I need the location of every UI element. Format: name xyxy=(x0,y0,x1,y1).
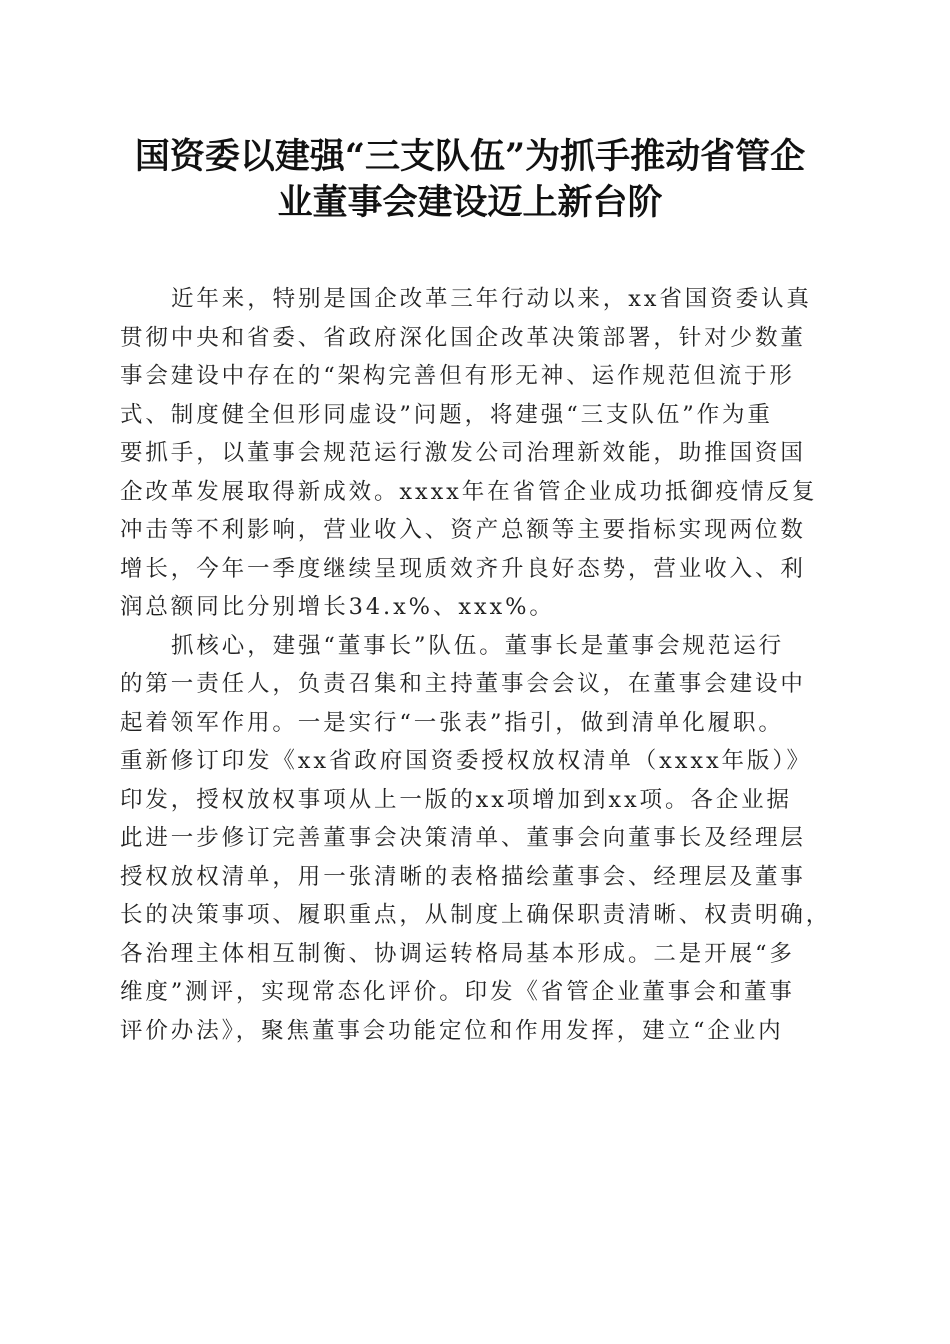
paragraph-line: 抓核心，建强“董事长”队伍。董事长是董事会规范运行 xyxy=(171,632,785,659)
paragraph-line: 评价办法》，聚焦董事会功能定位和作用发挥，建立“企业内 xyxy=(120,1017,784,1044)
paragraph-line: 事会建设中存在的“架构完善但有形无神、运作规范但流于形 xyxy=(120,363,795,389)
paragraph-line: 企改革发展取得新成效。xxxx年在省管企业成功抵御疫情反复 xyxy=(120,478,818,505)
paragraph-line: 长的决策事项、履职重点，从制度上确保职责清晰、权责明确， xyxy=(120,902,832,928)
paragraph-line: 冲击等不利影响，营业收入、资产总额等主要指标实现两位数 xyxy=(120,517,806,543)
paragraph-line: 要抓手，以董事会规范运行激发公司治理新效能，助推国资国 xyxy=(120,440,806,466)
paragraph-line: 维度”测评，实现常态化评价。印发《省管企业董事会和董事 xyxy=(120,979,795,1005)
document-body xyxy=(120,280,840,1050)
paragraph-line: 重新修订印发《xx省政府国资委授权放权清单（xxxx年版）》 xyxy=(120,748,812,774)
paragraph-line: 授权放权清单，用一张清晰的表格描绘董事会、经理层及董事 xyxy=(120,863,806,890)
paragraph-line: 贯彻中央和省委、省政府深化国企改革决策部署，针对少数董 xyxy=(120,324,806,351)
paragraph-line: 润总额同比分别增长34.x%、xxx%。 xyxy=(120,594,555,620)
document-title xyxy=(100,134,840,226)
title-line: 业董事会建设迈上新台阶 xyxy=(277,182,663,223)
paragraph-line: 近年来，特别是国企改革三年行动以来，xx省国资委认真 xyxy=(171,286,812,312)
paragraph-line: 的第一责任人，负责召集和主持董事会会议，在董事会建设中 xyxy=(120,671,806,697)
paragraph-line: 起着领军作用。一是实行“一张表”指引，做到清单化履职。 xyxy=(120,709,784,736)
paragraph-line: 此进一步修订完善董事会决策清单、董事会向董事长及经理层 xyxy=(120,825,806,851)
paragraph-line: 印发，授权放权事项从上一版的xx项增加到xx项。各企业据 xyxy=(120,786,792,813)
paragraph-line: 式、制度健全但形同虚设”问题，将建强“三支队伍”作为重 xyxy=(120,401,773,428)
paragraph-line: 各治理主体相互制衡、协调运转格局基本形成。二是开展“多 xyxy=(120,940,795,967)
title-line: 国资委以建强“三支队伍”为抓手推动省管企 xyxy=(134,136,806,177)
paragraph-line: 增长，今年一季度继续呈现质效齐升良好态势，营业收入、利 xyxy=(120,555,806,582)
